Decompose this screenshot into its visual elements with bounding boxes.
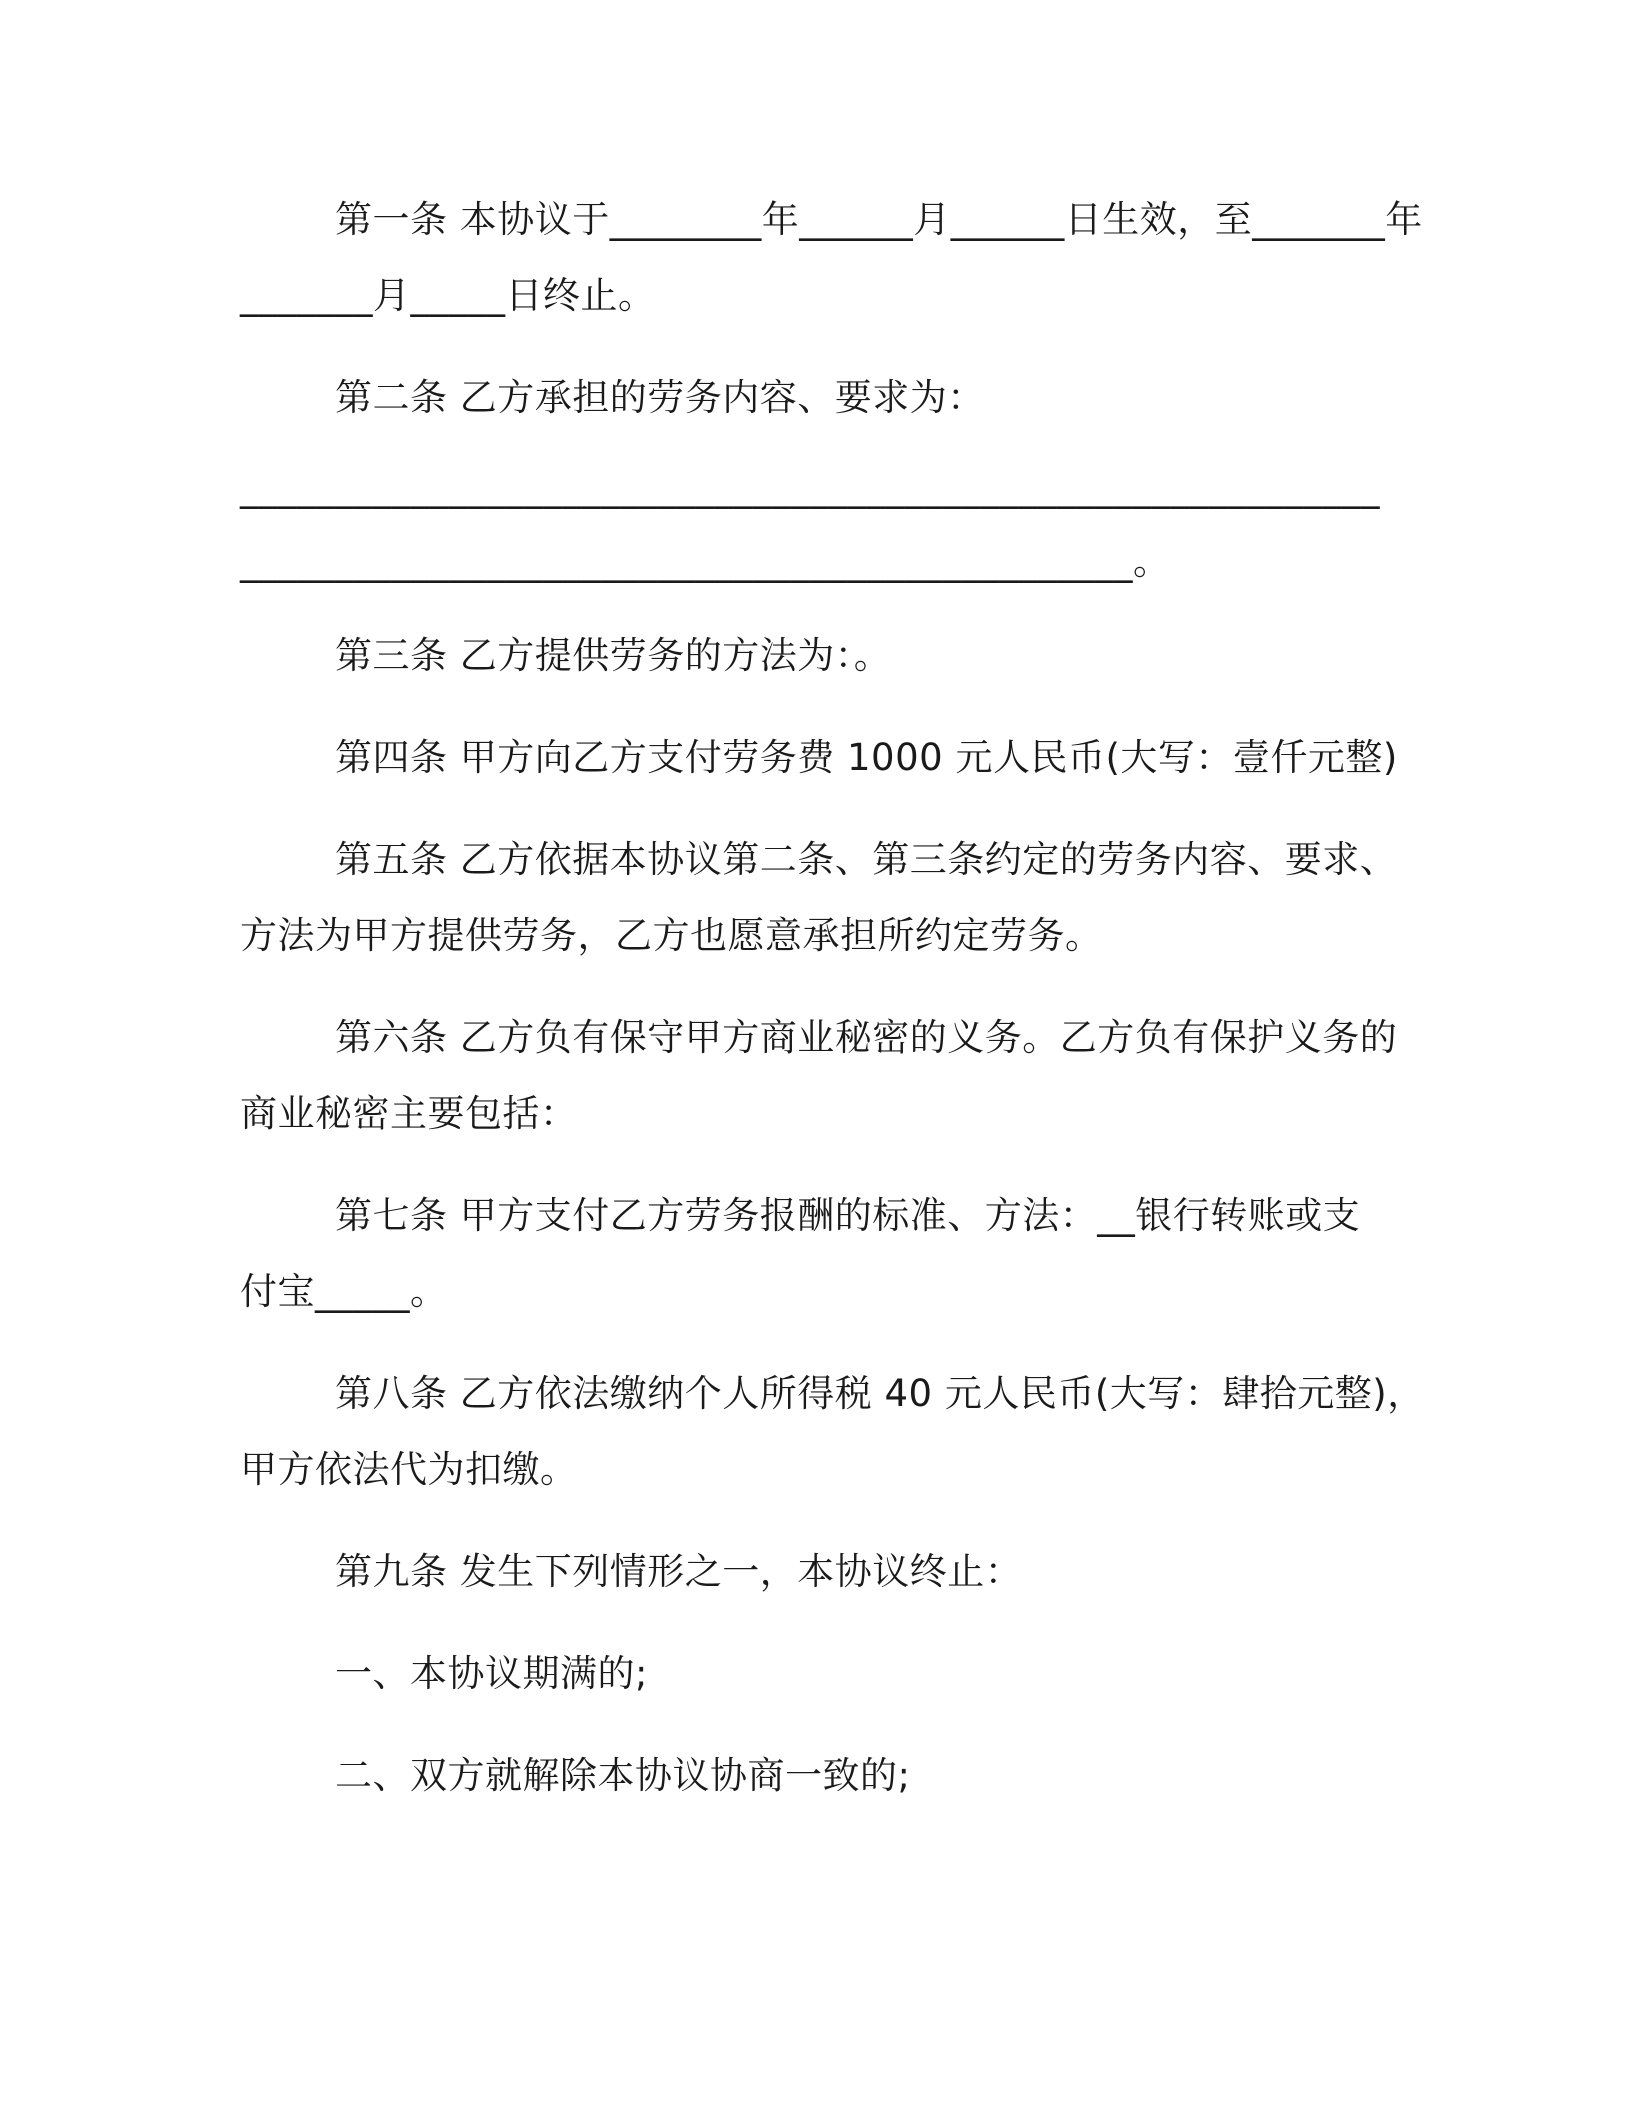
article-3-line-1: 第三条 乙方提供劳务的方法为：。 xyxy=(335,634,892,677)
article-6-line-1: 第六条 乙方负有保守甲方商业秘密的义务。乙方负有保护义务的 xyxy=(335,1016,1398,1059)
article-2-line-1: 第二条 乙方承担的劳务内容、要求为： xyxy=(335,376,985,419)
article-7-line-2: 付宝_____。 xyxy=(240,1270,448,1313)
article-6-line-2: 商业秘密主要包括： xyxy=(240,1092,578,1135)
article-8-line-1: 第八条 乙方依法缴纳个人所得税 40 元人民币(大写：肆拾元整)， xyxy=(335,1372,1425,1415)
article-5-line-1: 第五条 乙方依据本协议第二条、第三条约定的劳务内容、要求、 xyxy=(335,838,1398,881)
article-4-line-1: 第四条 甲方向乙方支付劳务费 1000 元人民币(大写：壹仟元整) xyxy=(335,736,1398,779)
article-5-line-2: 方法为甲方提供劳务，乙方也愿意承担所约定劳务。 xyxy=(240,914,1103,957)
termination-item-2: 二、双方就解除本协议协商一致的; xyxy=(335,1754,911,1797)
article-2-blank-line-2: _______________________________________________。 xyxy=(240,540,1171,583)
article-9-line-1: 第九条 发生下列情形之一，本协议终止： xyxy=(335,1550,1023,1593)
article-2-blank-line-1: ____________________________________________________________ xyxy=(240,466,1380,509)
article-1-line-1: 第一条 本协议于________年______月______日生效，至_______年 xyxy=(335,198,1423,241)
article-1-line-2: _______月_____日终止。 xyxy=(240,274,656,317)
article-7-line-1: 第七条 甲方支付乙方劳务报酬的标准、方法：__银行转账或支 xyxy=(335,1194,1361,1237)
article-8-line-2: 甲方依法代为扣缴。 xyxy=(240,1448,578,1491)
termination-item-1: 一、本协议期满的; xyxy=(335,1652,648,1695)
